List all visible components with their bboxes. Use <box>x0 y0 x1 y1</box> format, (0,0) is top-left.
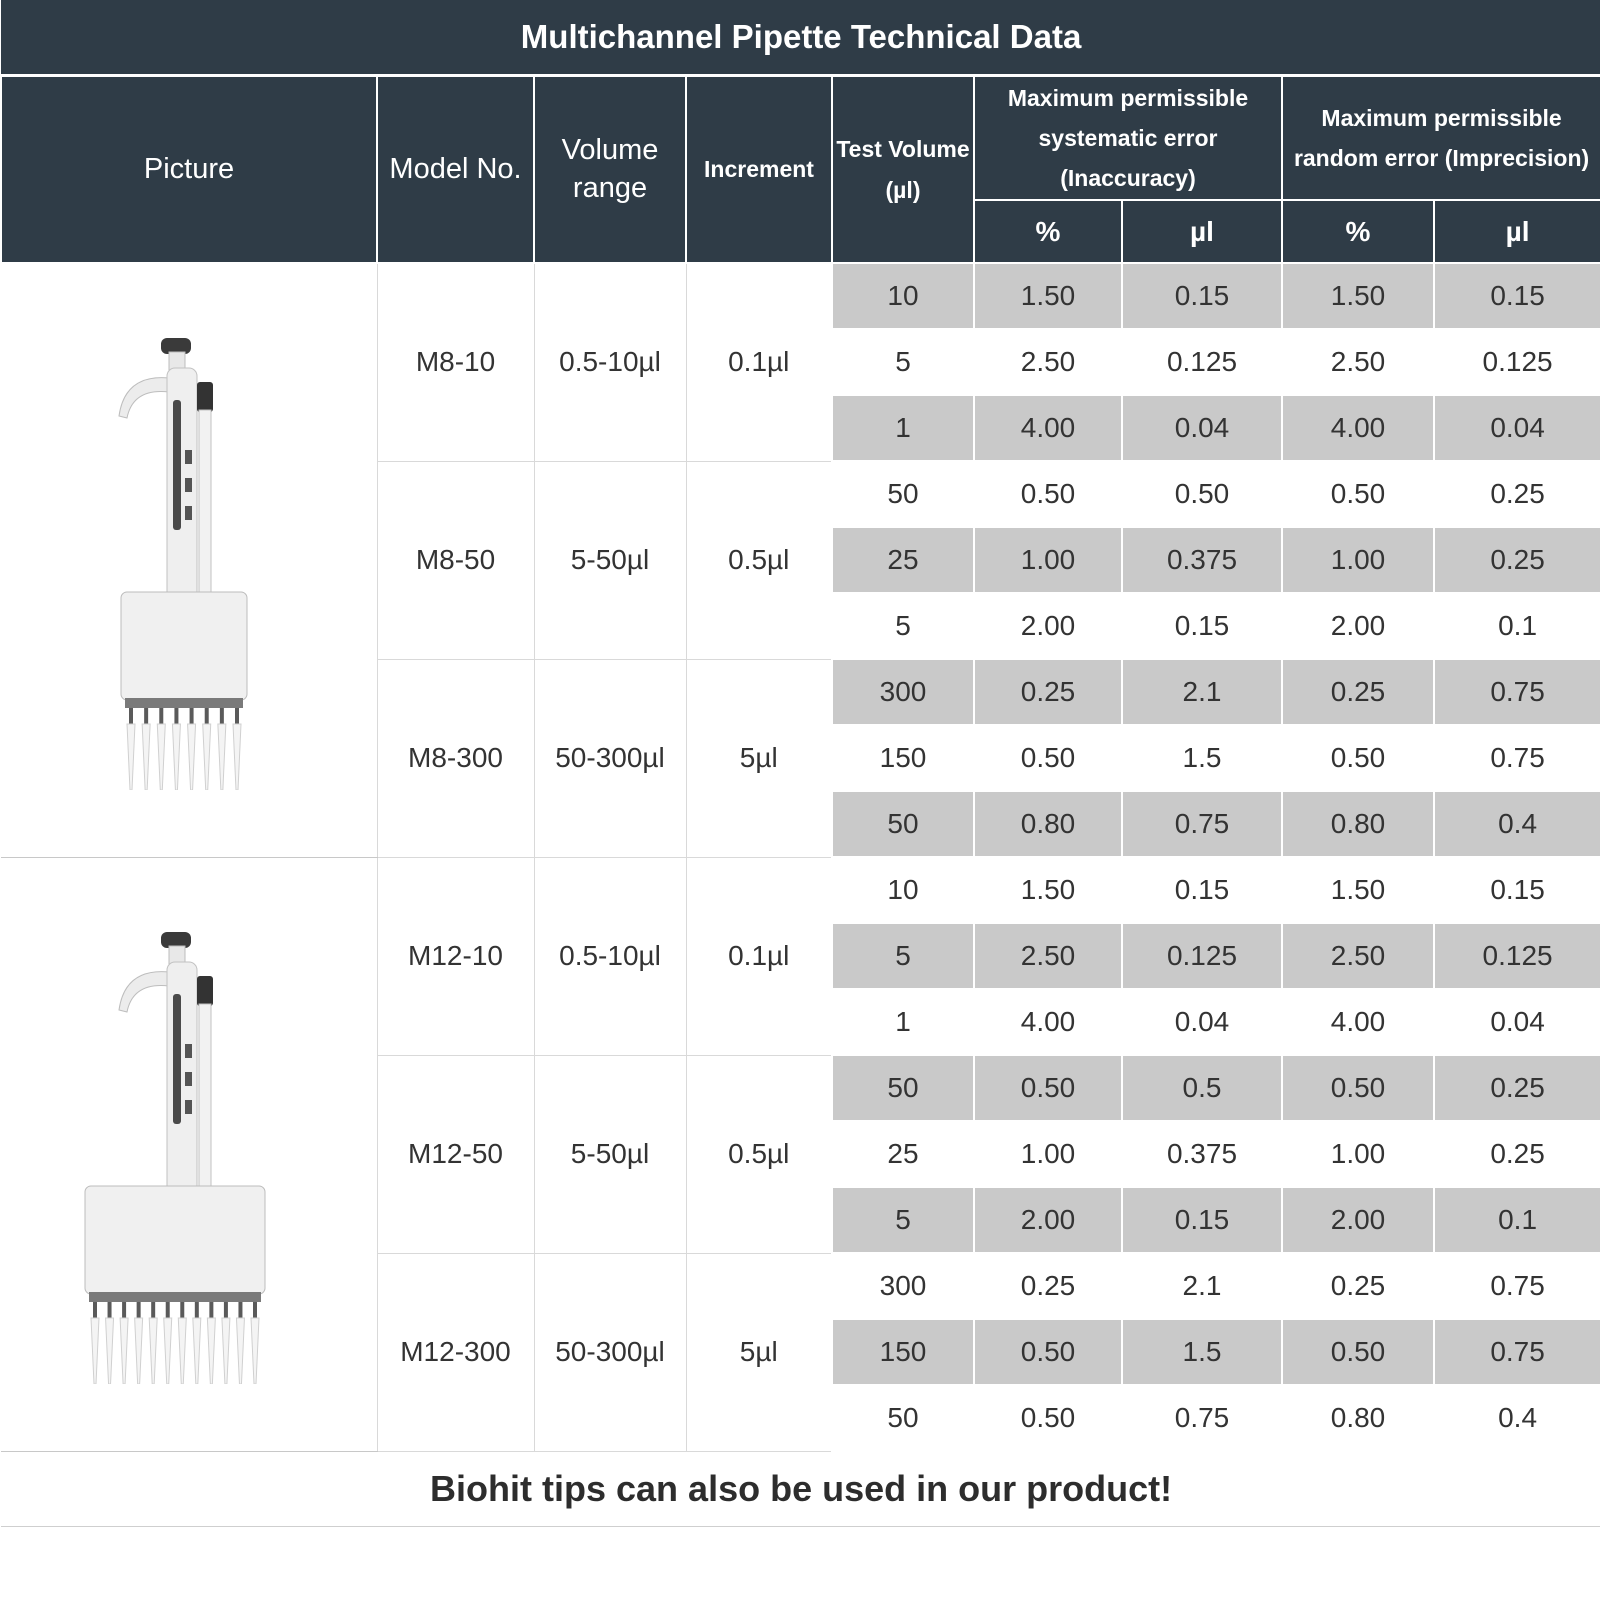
test-volume-cell: 300 <box>832 1253 974 1319</box>
random-percent-cell: 0.50 <box>1282 461 1434 527</box>
systematic-ul-cell: 2.1 <box>1122 1253 1282 1319</box>
systematic-percent-cell: 1.50 <box>974 263 1122 329</box>
systematic-percent-cell: 0.50 <box>974 1055 1122 1121</box>
random-ul-cell: 0.75 <box>1434 725 1600 791</box>
model-number-cell: M8-300 <box>377 659 534 857</box>
test-volume-cell: 1 <box>832 395 974 461</box>
systematic-percent-cell: 2.00 <box>974 593 1122 659</box>
model-number-cell: M8-50 <box>377 461 534 659</box>
header-systematic-error: Maximum permissible systematic error (Inaccuracy) <box>974 76 1282 201</box>
systematic-percent-cell: 2.50 <box>974 329 1122 395</box>
volume-range-cell: 0.5-10µl <box>534 857 686 1055</box>
test-volume-cell: 5 <box>832 1187 974 1253</box>
increment-cell: 0.5µl <box>686 461 832 659</box>
test-volume-cell: 10 <box>832 263 974 329</box>
model-number-cell: M8-10 <box>377 263 534 461</box>
increment-cell: 5µl <box>686 1253 832 1451</box>
random-ul-cell: 0.25 <box>1434 527 1600 593</box>
increment-cell: 5µl <box>686 659 832 857</box>
systematic-percent-cell: 0.25 <box>974 659 1122 725</box>
systematic-percent-cell: 4.00 <box>974 989 1122 1055</box>
increment-cell: 0.1µl <box>686 263 832 461</box>
model-number-cell: M12-50 <box>377 1055 534 1253</box>
test-volume-cell: 150 <box>832 725 974 791</box>
random-ul-cell: 0.25 <box>1434 461 1600 527</box>
footer-note: Biohit tips can also be used in our product! <box>1 1451 1600 1527</box>
systematic-percent-cell: 0.25 <box>974 1253 1122 1319</box>
test-volume-cell: 25 <box>832 527 974 593</box>
systematic-ul-cell: 2.1 <box>1122 659 1282 725</box>
volume-range-cell: 0.5-10µl <box>534 263 686 461</box>
random-percent-cell: 2.50 <box>1282 923 1434 989</box>
random-ul-cell: 0.15 <box>1434 857 1600 923</box>
header-picture: Picture <box>1 76 377 264</box>
random-ul-cell: 0.25 <box>1434 1121 1600 1187</box>
random-ul-cell: 0.1 <box>1434 593 1600 659</box>
volume-range-cell: 50-300µl <box>534 659 686 857</box>
systematic-ul-cell: 0.5 <box>1122 1055 1282 1121</box>
volume-range-cell: 5-50µl <box>534 461 686 659</box>
random-ul-cell: 0.04 <box>1434 395 1600 461</box>
systematic-percent-cell: 1.00 <box>974 527 1122 593</box>
increment-cell: 0.1µl <box>686 857 832 1055</box>
test-volume-cell: 50 <box>832 1055 974 1121</box>
systematic-percent-cell: 2.50 <box>974 923 1122 989</box>
systematic-percent-cell: 0.50 <box>974 461 1122 527</box>
systematic-percent-cell: 0.50 <box>974 1319 1122 1385</box>
random-percent-cell: 1.00 <box>1282 527 1434 593</box>
random-ul-cell: 0.15 <box>1434 263 1600 329</box>
systematic-ul-cell: 0.15 <box>1122 263 1282 329</box>
random-percent-cell: 1.50 <box>1282 857 1434 923</box>
12-channel-pipette-drawing <box>59 924 319 1384</box>
header-volume-range: Volume range <box>534 76 686 264</box>
volume-range-cell: 50-300µl <box>534 1253 686 1451</box>
random-percent-cell: 0.50 <box>1282 725 1434 791</box>
systematic-percent-cell: 1.00 <box>974 1121 1122 1187</box>
header-random-ul: µl <box>1434 200 1600 263</box>
systematic-percent-cell: 1.50 <box>974 857 1122 923</box>
test-volume-cell: 5 <box>832 923 974 989</box>
random-ul-cell: 0.75 <box>1434 659 1600 725</box>
random-percent-cell: 0.80 <box>1282 791 1434 857</box>
test-volume-cell: 50 <box>832 461 974 527</box>
8-channel-pipette-image <box>1 263 377 857</box>
systematic-ul-cell: 0.04 <box>1122 989 1282 1055</box>
random-percent-cell: 2.00 <box>1282 1187 1434 1253</box>
12-channel-pipette-image <box>1 857 377 1451</box>
increment-cell: 0.5µl <box>686 1055 832 1253</box>
systematic-ul-cell: 0.75 <box>1122 791 1282 857</box>
systematic-ul-cell: 0.125 <box>1122 329 1282 395</box>
systematic-percent-cell: 0.80 <box>974 791 1122 857</box>
test-volume-cell: 300 <box>832 659 974 725</box>
random-percent-cell: 1.50 <box>1282 263 1434 329</box>
volume-range-cell: 5-50µl <box>534 1055 686 1253</box>
table-title: Multichannel Pipette Technical Data <box>1 0 1600 76</box>
table-row <box>1 857 1600 923</box>
header-systematic-percent: % <box>974 200 1122 263</box>
systematic-ul-cell: 0.375 <box>1122 1121 1282 1187</box>
random-ul-cell: 0.125 <box>1434 923 1600 989</box>
random-percent-cell: 1.00 <box>1282 1121 1434 1187</box>
systematic-ul-cell: 0.04 <box>1122 395 1282 461</box>
test-volume-cell: 5 <box>832 593 974 659</box>
header-systematic-ul: µl <box>1122 200 1282 263</box>
header-random-error: Maximum permissible random error (Imprecision) <box>1282 76 1600 201</box>
random-ul-cell: 0.1 <box>1434 1187 1600 1253</box>
random-ul-cell: 0.25 <box>1434 1055 1600 1121</box>
systematic-percent-cell: 2.00 <box>974 1187 1122 1253</box>
random-ul-cell: 0.4 <box>1434 1385 1600 1451</box>
test-volume-cell: 1 <box>832 989 974 1055</box>
systematic-percent-cell: 4.00 <box>974 395 1122 461</box>
random-percent-cell: 0.25 <box>1282 659 1434 725</box>
random-percent-cell: 4.00 <box>1282 989 1434 1055</box>
systematic-ul-cell: 0.50 <box>1122 461 1282 527</box>
random-ul-cell: 0.75 <box>1434 1253 1600 1319</box>
header-model: Model No. <box>377 76 534 264</box>
systematic-ul-cell: 0.15 <box>1122 1187 1282 1253</box>
systematic-percent-cell: 0.50 <box>974 725 1122 791</box>
systematic-ul-cell: 0.125 <box>1122 923 1282 989</box>
systematic-ul-cell: 0.15 <box>1122 857 1282 923</box>
random-percent-cell: 2.00 <box>1282 593 1434 659</box>
random-ul-cell: 0.75 <box>1434 1319 1600 1385</box>
test-volume-cell: 50 <box>832 1385 974 1451</box>
test-volume-cell: 10 <box>832 857 974 923</box>
random-ul-cell: 0.4 <box>1434 791 1600 857</box>
random-percent-cell: 0.25 <box>1282 1253 1434 1319</box>
random-percent-cell: 0.80 <box>1282 1385 1434 1451</box>
test-volume-cell: 50 <box>832 791 974 857</box>
random-percent-cell: 0.50 <box>1282 1319 1434 1385</box>
model-number-cell: M12-300 <box>377 1253 534 1451</box>
header-random-percent: % <box>1282 200 1434 263</box>
systematic-ul-cell: 1.5 <box>1122 1319 1282 1385</box>
random-percent-cell: 2.50 <box>1282 329 1434 395</box>
random-percent-cell: 4.00 <box>1282 395 1434 461</box>
model-number-cell: M12-10 <box>377 857 534 1055</box>
random-ul-cell: 0.04 <box>1434 989 1600 1055</box>
header-test-volume: Test Volume (µl) <box>832 76 974 264</box>
systematic-percent-cell: 0.50 <box>974 1385 1122 1451</box>
header-increment: Increment <box>686 76 832 264</box>
table-row <box>1 263 1600 329</box>
test-volume-cell: 150 <box>832 1319 974 1385</box>
test-volume-cell: 5 <box>832 329 974 395</box>
systematic-ul-cell: 0.75 <box>1122 1385 1282 1451</box>
test-volume-cell: 25 <box>832 1121 974 1187</box>
random-percent-cell: 0.50 <box>1282 1055 1434 1121</box>
8-channel-pipette-drawing <box>59 330 319 790</box>
random-ul-cell: 0.125 <box>1434 329 1600 395</box>
systematic-ul-cell: 0.375 <box>1122 527 1282 593</box>
systematic-ul-cell: 0.15 <box>1122 593 1282 659</box>
systematic-ul-cell: 1.5 <box>1122 725 1282 791</box>
